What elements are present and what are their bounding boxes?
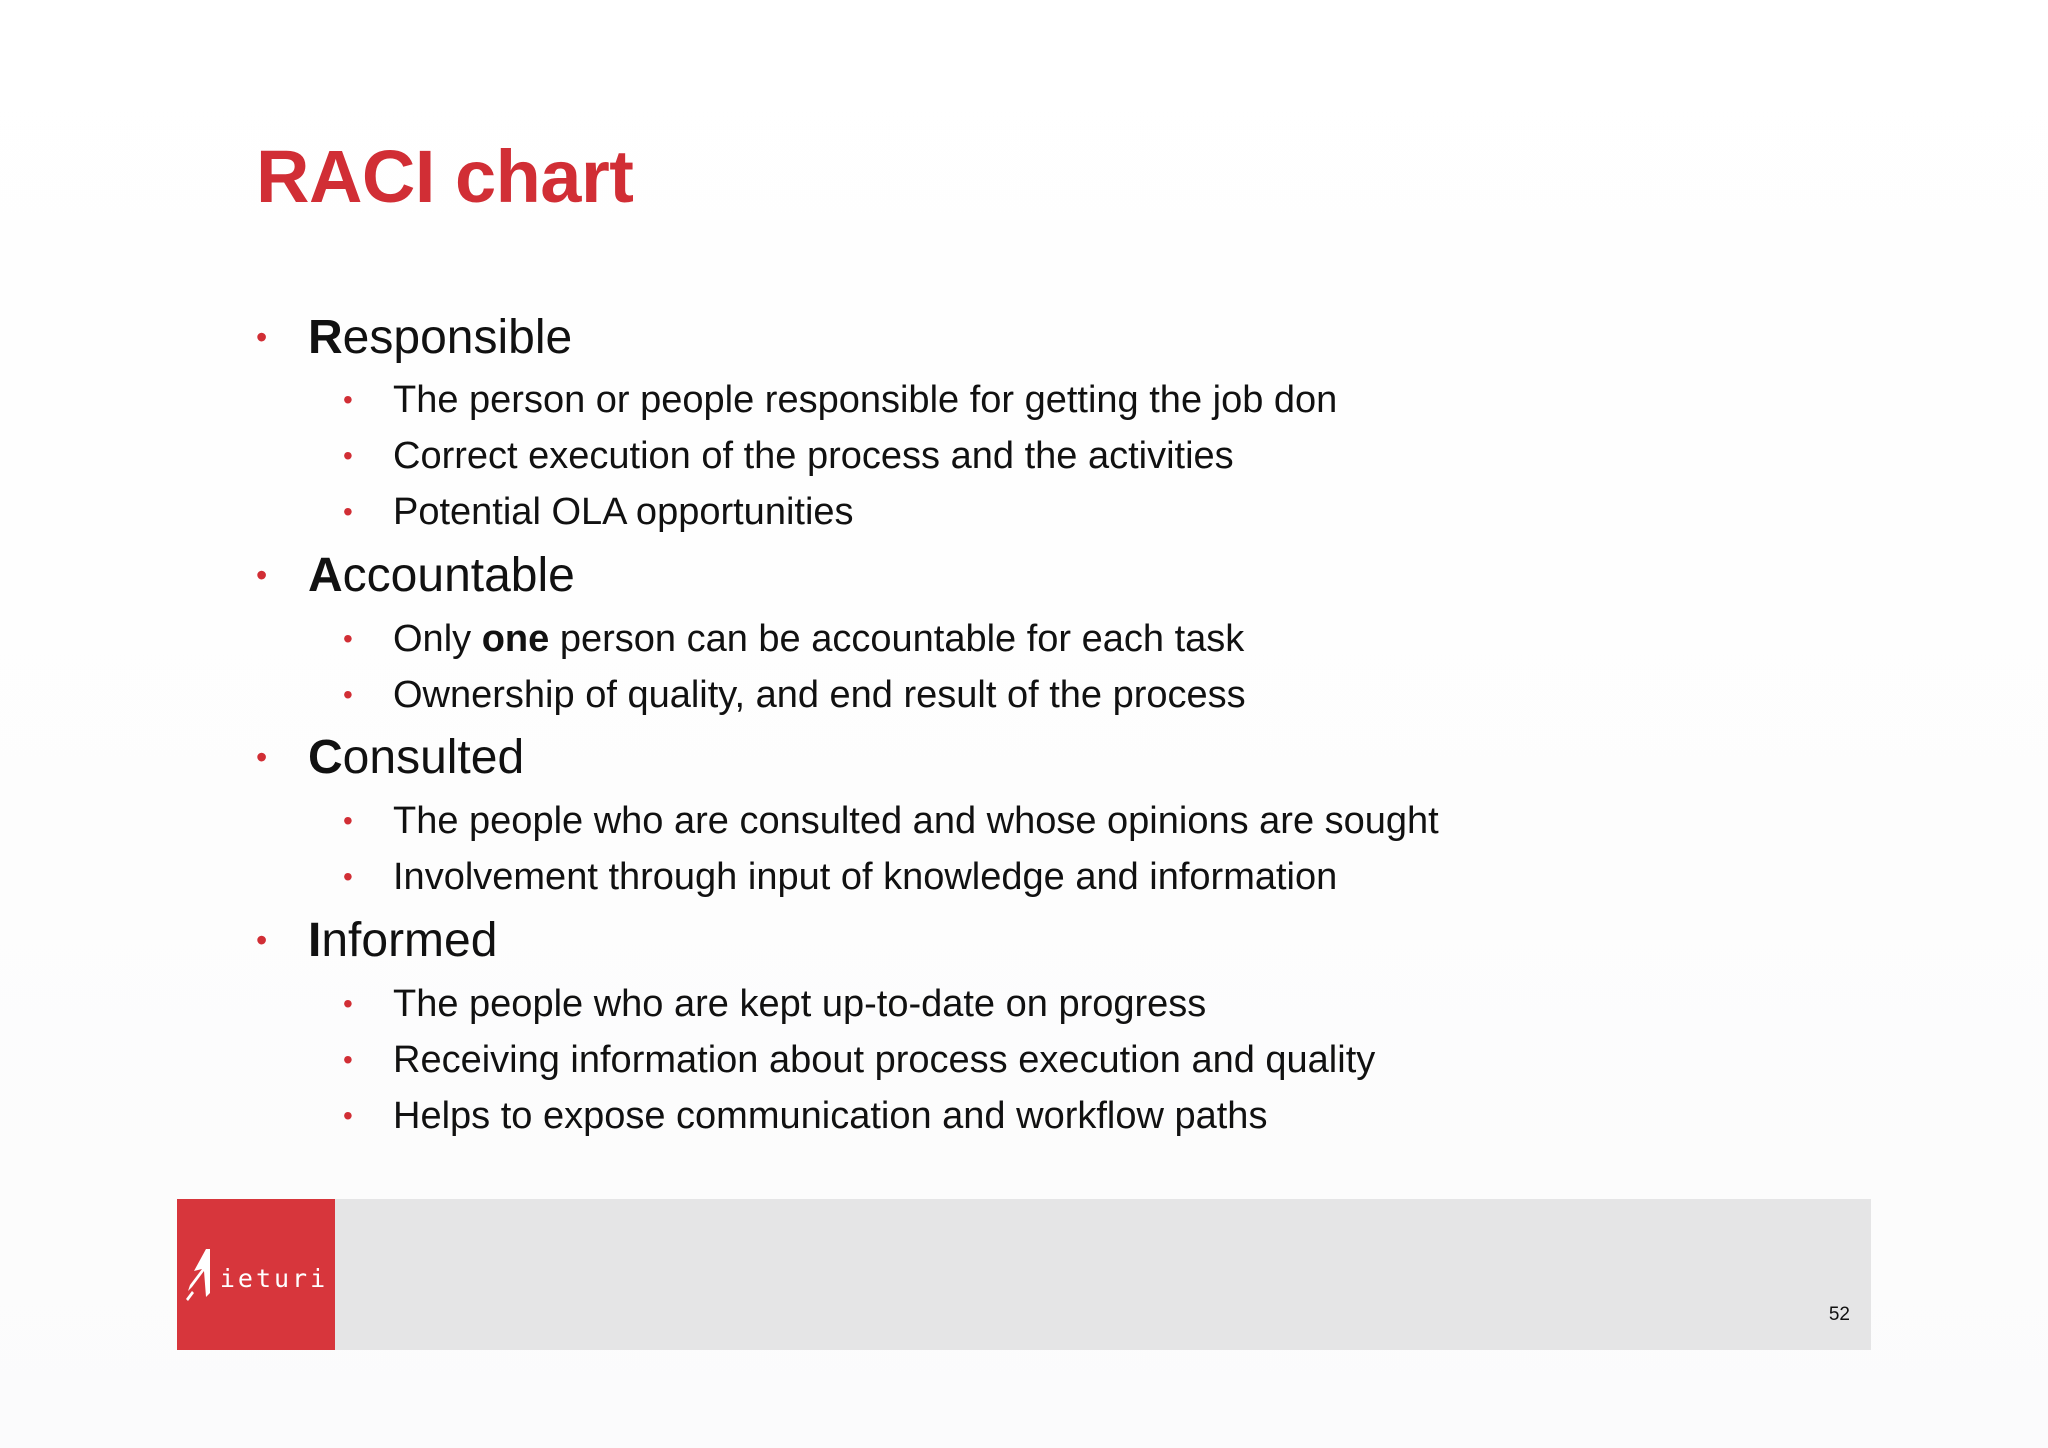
list-item-text: The people who are consulted and whose opinions are sought (393, 799, 1439, 842)
logo-lockup (184, 1247, 328, 1303)
list-item (343, 614, 1244, 664)
list-item (343, 431, 1234, 481)
section-rest: esponsible (342, 310, 573, 364)
bullet-icon: • (343, 861, 353, 892)
list-item-text: The person or people responsible for getting the job don (393, 378, 1338, 421)
list-item (343, 796, 1439, 846)
list-item-text: Correct execution of the process and the activities (393, 434, 1234, 477)
bullet-icon: • (343, 679, 353, 710)
section-initial: A (308, 548, 343, 602)
bullet-icon: • (256, 922, 268, 958)
text-pre: Only (393, 617, 482, 660)
list-item-consulted (256, 727, 524, 787)
section-heading (308, 548, 575, 603)
list-item-informed (256, 910, 497, 970)
page-number: 52 (1828, 1304, 1850, 1325)
bullet-icon: • (343, 384, 353, 415)
section-initial: I (308, 913, 322, 967)
list-item (343, 487, 854, 537)
bullet-icon: • (343, 623, 353, 654)
bullet-icon: • (343, 496, 353, 527)
list-item-responsible (256, 307, 572, 367)
section-rest: ccountable (342, 548, 575, 602)
list-item-text: Ownership of quality, and end result of the process (393, 673, 1246, 716)
section-rest: nformed (321, 913, 498, 967)
section-initial: C (308, 730, 343, 784)
slide-title: RACI chart (256, 135, 634, 218)
section-rest: onsulted (342, 730, 525, 784)
section-heading (308, 913, 497, 968)
list-item (343, 1035, 1375, 1085)
list-item-text: Receiving information about process execution and quality (393, 1038, 1376, 1081)
bullet-icon: • (343, 805, 353, 836)
list-item-text: The people who are kept up-to-date on progress (393, 982, 1207, 1025)
list-item-text: Potential OLA opportunities (393, 490, 854, 533)
list-item (343, 852, 1337, 902)
bullet-icon: • (256, 319, 268, 355)
section-heading (308, 730, 524, 785)
bullet-icon: • (343, 1100, 353, 1131)
list-item (343, 375, 1337, 425)
bullet-icon: • (256, 557, 268, 593)
list-item-accountable (256, 545, 575, 605)
text-post: person can be accountable for each task (549, 617, 1245, 660)
text-emphasis: one (481, 617, 550, 660)
list-item (343, 670, 1246, 720)
company-logo (177, 1199, 335, 1350)
logo-text: ieturi (219, 1264, 329, 1293)
bullet-icon: • (256, 739, 268, 775)
bullet-icon: • (343, 440, 353, 471)
bullet-icon: • (343, 1044, 353, 1075)
section-initial: R (308, 310, 343, 364)
list-item (343, 1091, 1267, 1141)
list-item (343, 979, 1206, 1029)
list-item-text: Involvement through input of knowledge and information (393, 855, 1338, 898)
footer-band (177, 1199, 1871, 1350)
bullet-icon: • (343, 988, 353, 1019)
list-item-text (393, 618, 1244, 661)
logo-mark-icon (184, 1247, 218, 1303)
section-heading (308, 310, 572, 365)
list-item-text: Helps to expose communication and workflow paths (393, 1094, 1268, 1137)
